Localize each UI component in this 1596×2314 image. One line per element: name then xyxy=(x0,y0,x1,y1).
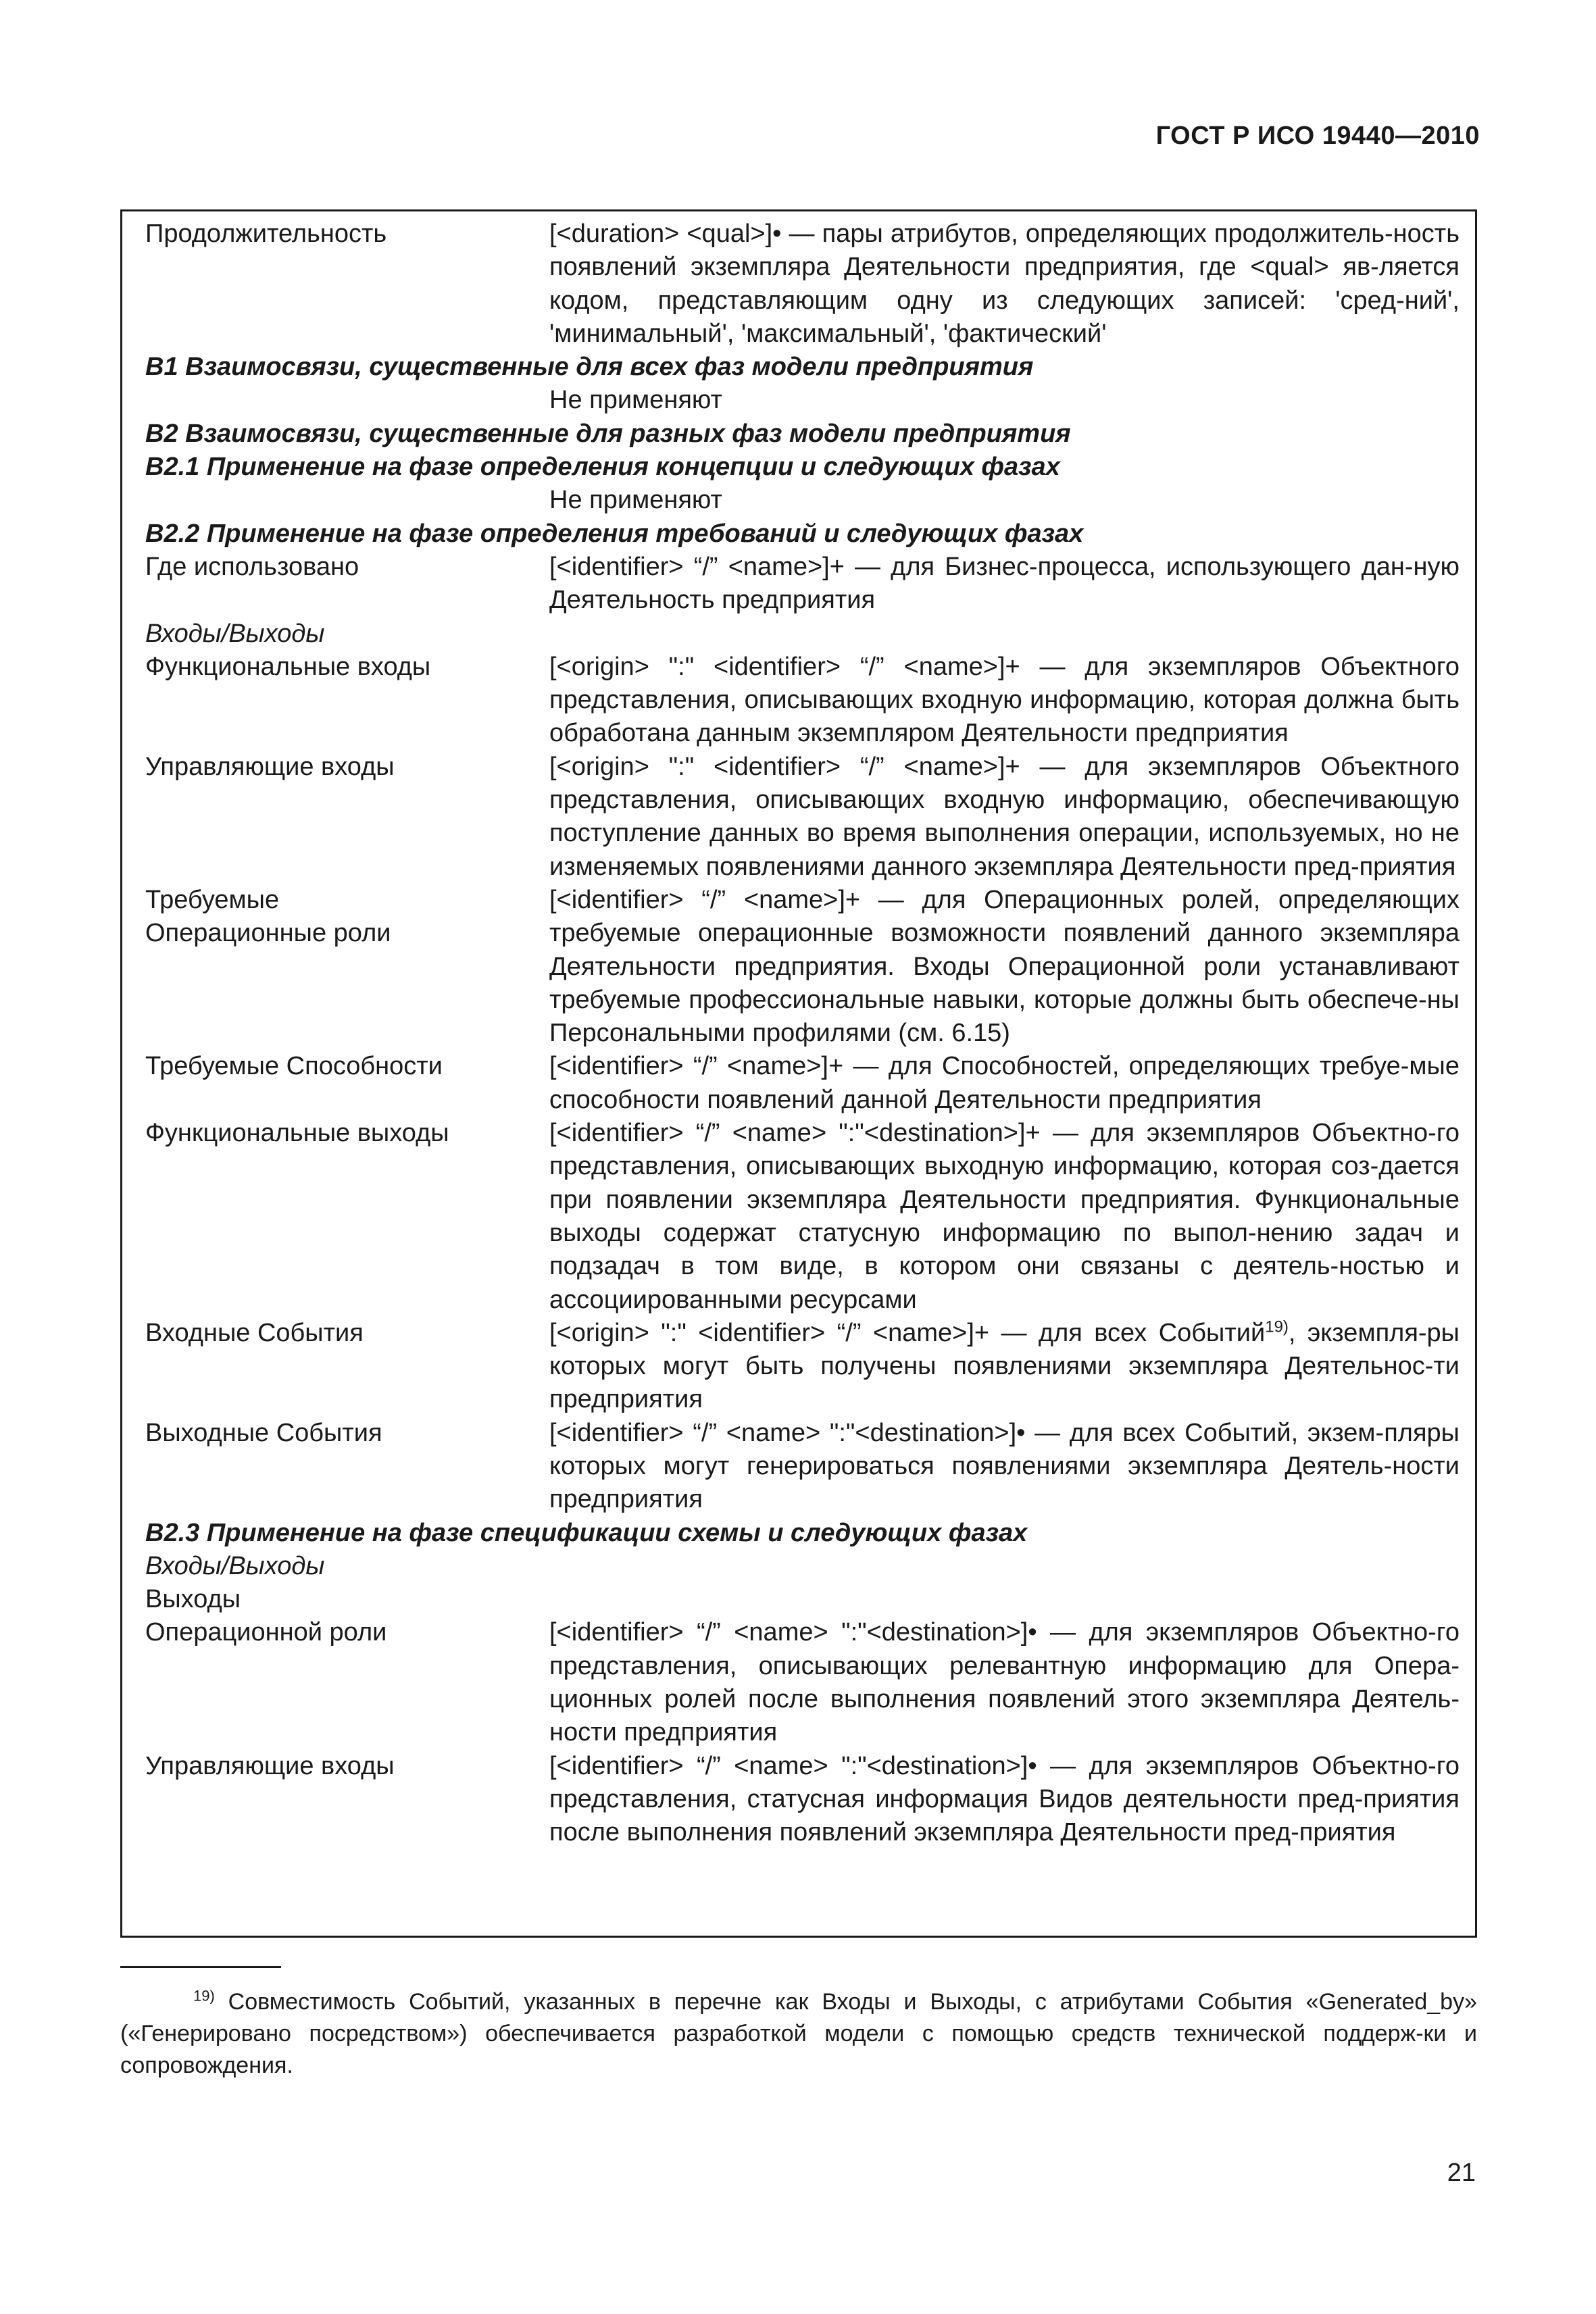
attribute-label: Выходные События xyxy=(145,1418,382,1447)
attribute-value: [<identifier> “/” <name> ":"<destination>]• — для экземпляров Объектно-го представления, описывающих релевантную информацию для Опера-ционных ролей после выполнения появлений этого экземпляра Деятель-ности предприятия xyxy=(549,1618,1460,1747)
subsection-heading: Входы/Выходы xyxy=(145,619,325,648)
attribute-value xyxy=(549,1317,1460,1417)
attribute-table xyxy=(145,218,1460,1850)
table-row xyxy=(145,218,1460,351)
attribute-value: [<identifier> “/” <name> ":"<destination>]+ — для экземпляров Объектно-го представления, описывающих выходную информацию, которая соз-дается при появлении экземпляра Деятельности предприятия. Функциональные выходы содержат статусную информацию по выпол-нению задач и подзадач в том виде, в котором они связаны с деятель-ностью и ассоциированными ресурсами xyxy=(549,1119,1460,1314)
table-row xyxy=(145,484,1460,517)
attribute-value: [<duration> <qual>]• — пары атрибутов, определяющих продолжитель-ность появлений экземпляра Деятельности предприятия, где <qual> яв-ляется кодом, представляющим одну из следующих записей: 'сред-ний', 'минимальный', 'максимальный', 'фактический' xyxy=(549,220,1460,348)
attribute-label: Управляющие входы xyxy=(145,1751,395,1780)
value-text: [<origin> ":" <identifier> “/” <name>]+ — для всех Событий xyxy=(549,1318,1266,1347)
attribute-label: Управляющие входы xyxy=(145,752,395,781)
footnote xyxy=(120,1986,1477,2082)
attribute-value: [<origin> ":" <identifier> “/” <name>]+ — для экземпляров Объектного представления, описывающих входную информацию, которая должна быть обработана данным экземпляром Деятельности предприятия xyxy=(549,652,1460,748)
section-heading: В2.3 Применение на фазе спецификации схемы и следующих фазах xyxy=(145,1518,1028,1547)
subsection-heading: Входы/Выходы xyxy=(145,1551,325,1580)
table-row xyxy=(145,1417,1460,1517)
attribute-label: Функциональные входы xyxy=(145,652,431,681)
value-text: , экземпля-ры которых могут быть получены появлениями экземпляра Деятельнос-ти предприятия xyxy=(549,1318,1460,1414)
attribute-label: Операционной роли xyxy=(145,1618,387,1647)
table-row xyxy=(145,1117,1460,1317)
attribute-label: Требуемые Способности xyxy=(145,1052,443,1081)
attribute-label: Функциональные выходы xyxy=(145,1119,449,1148)
section-heading: В2.2 Применение на фазе определения требований и следующих фазах xyxy=(145,519,1084,548)
document-code: ГОСТ Р ИСО 19440—2010 xyxy=(1155,122,1480,150)
table-row xyxy=(145,751,1460,884)
table-row xyxy=(145,884,1460,1050)
attribute-label xyxy=(145,484,549,517)
attribute-label: Где использовано xyxy=(145,552,359,581)
section-heading: В2.1 Применение на фазе определения концепции и следующих фазах xyxy=(145,453,1060,482)
table-row xyxy=(145,384,1460,417)
table-row xyxy=(145,551,1460,618)
section-heading: В2 Взаимосвязи, существенные для разных фаз модели предприятия xyxy=(145,419,1071,448)
group-label: Выходы xyxy=(145,1585,241,1614)
table-row xyxy=(145,1616,1460,1749)
footnote-reference: 19) xyxy=(1265,1317,1289,1336)
attribute-label xyxy=(145,384,549,417)
page-number: 21 xyxy=(1447,2159,1476,2187)
table-row xyxy=(145,1317,1460,1417)
footnote-marker: 19) xyxy=(193,1987,215,2005)
attribute-value: [<identifier> “/” <name>]+ — для Бизнес-процесса, использующего дан-ную Деятельность предприятия xyxy=(549,552,1460,615)
attribute-value: Не применяют xyxy=(549,486,722,515)
attribute-value: Не применяют xyxy=(549,386,722,415)
attribute-label: Входные События xyxy=(145,1318,364,1347)
section-heading: В1 Взаимосвязи, существенные для всех фаз модели предприятия xyxy=(145,353,1034,382)
attribute-label: Требуемые Операционные роли xyxy=(145,885,391,948)
footnote-separator xyxy=(120,1966,281,1968)
table-row xyxy=(145,1050,1460,1117)
footnote-text: Совместимость Событий, указанных в перечне как Входы и Выходы, с атрибутами События «Generated_by» («Генерировано посредством») обеспечивается разработкой модели с помощью средств технической поддерж-ки и сопровождения. xyxy=(120,1989,1477,2078)
attribute-label: Продолжительность xyxy=(145,220,387,248)
table-row xyxy=(145,651,1460,751)
attribute-value: [<identifier> “/” <name> ":"<destination>]• — для всех Событий, экзем-пляры которых могут генерироваться появлениями экземпляра Деятель-ности предприятия xyxy=(549,1418,1460,1514)
attribute-value: [<identifier> “/” <name>]+ — для Способностей, определяющих требуе-мые способности появлений данной Деятельности предприятия xyxy=(549,1052,1460,1114)
table-row xyxy=(145,1750,1460,1850)
attribute-value: [<origin> ":" <identifier> “/” <name>]+ — для экземпляров Объектного представления, описывающих входную информацию, обеспечивающую поступление данных во время выполнения операции, используемых, но не изменяемых появлениями данного экземпляра Деятельности пред-приятия xyxy=(549,752,1460,881)
attribute-value: [<identifier> “/” <name> ":"<destination>]• — для экземпляров Объектно-го представления, статусная информация Видов деятельности пред-приятия после выполнения появлений экземпляра Деятельности пред-приятия xyxy=(549,1751,1460,1847)
attribute-value: [<identifier> “/” <name>]+ — для Операционных ролей, определяющих требуемые операционные возможности появлений данного экземпляра Деятельности предприятия. Входы Операционной роли устанавливают требуемые профессиональные навыки, которые должны быть обеспече-ны Персональными профилями (см. 6.15) xyxy=(549,885,1460,1048)
